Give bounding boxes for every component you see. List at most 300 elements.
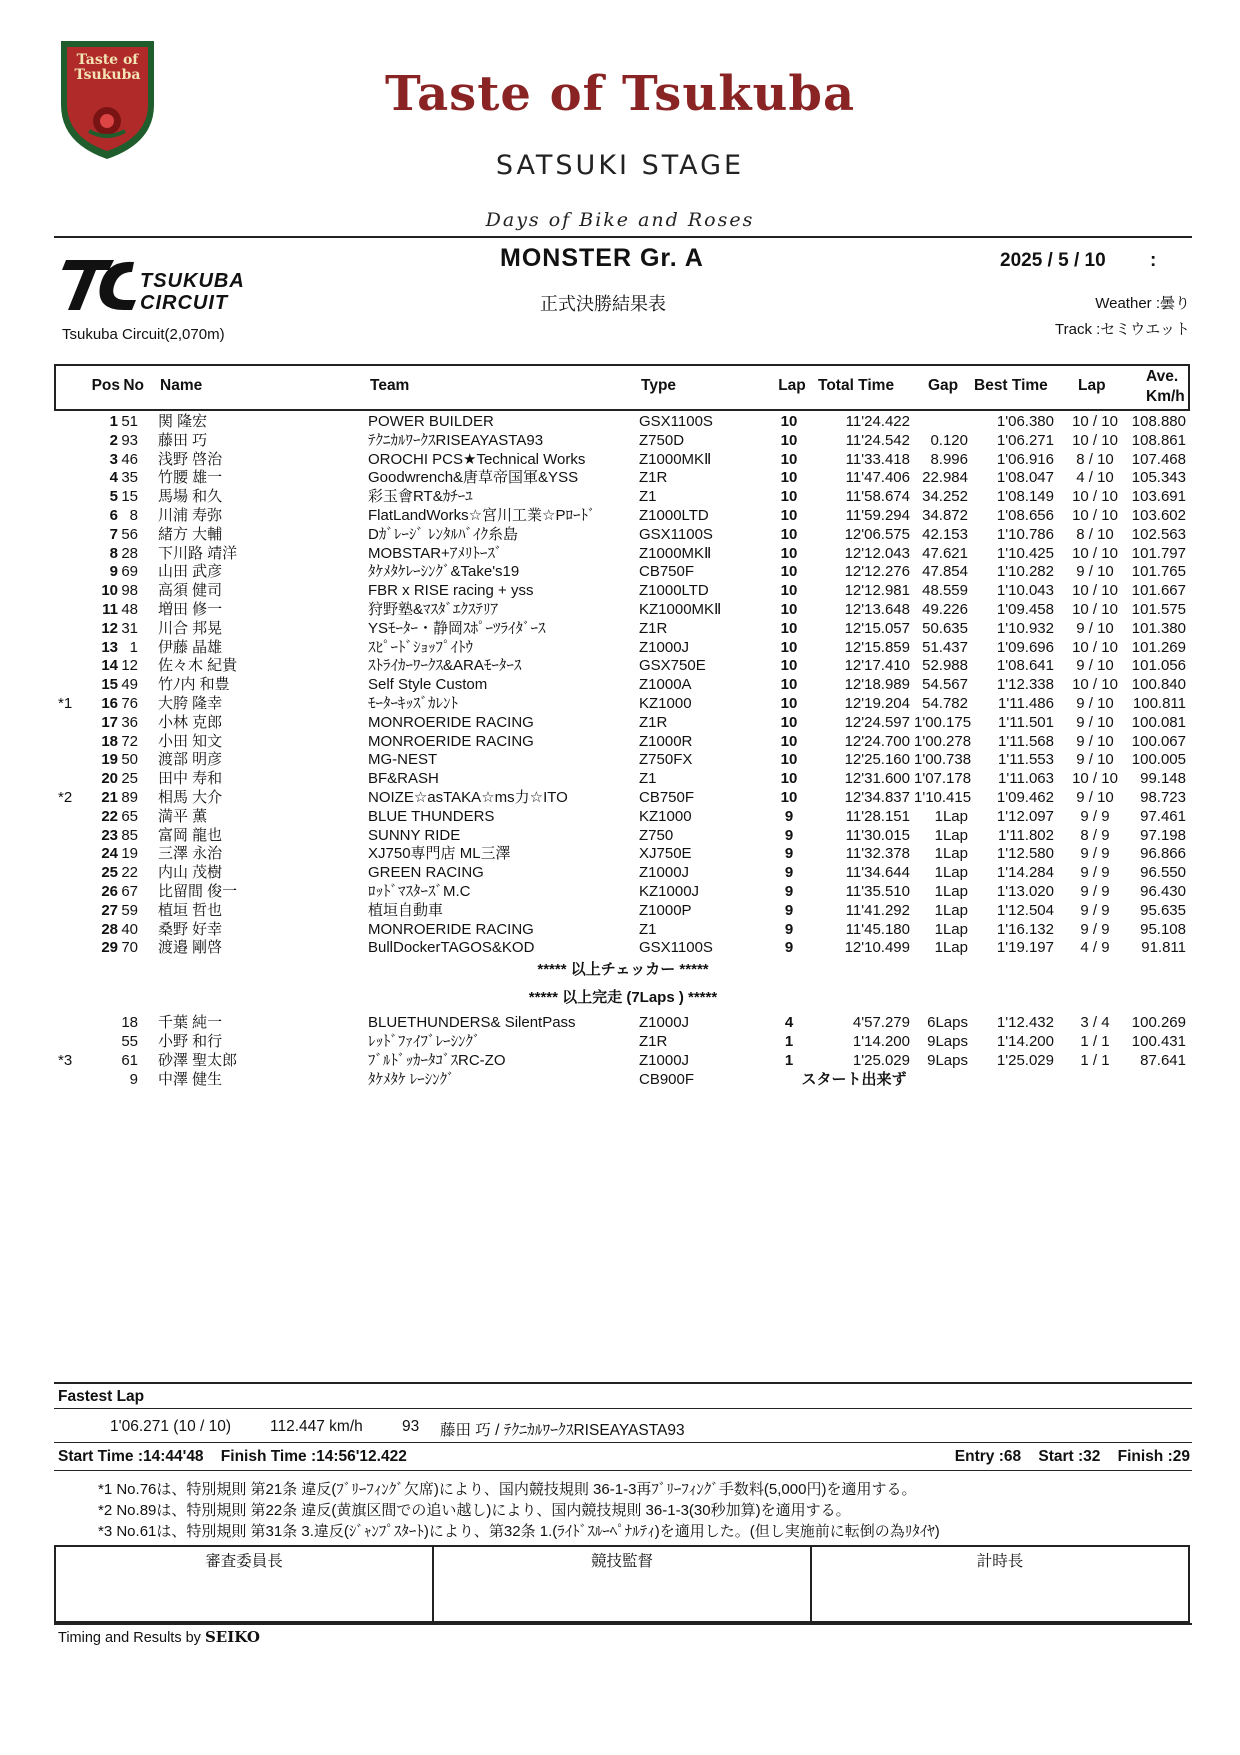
row-team: MG-NEST xyxy=(368,751,438,769)
row-total-time: 11'33.418 xyxy=(845,450,910,468)
row-total-time: 12'12.043 xyxy=(844,544,910,562)
fastest-lap-title: Fastest Lap xyxy=(58,1388,145,1405)
row-speed: 95.635 xyxy=(1140,901,1186,919)
row-speed: 102.563 xyxy=(1131,525,1186,543)
row-best-time: 1'12.338 xyxy=(996,676,1054,694)
row-pos: 5 xyxy=(109,488,118,506)
row-no: 85 xyxy=(121,826,138,844)
row-type: Z1000MKⅡ xyxy=(639,450,712,468)
row-no: 93 xyxy=(121,431,138,449)
row-team: 植垣自動車 xyxy=(368,901,444,919)
result-title: 正式決勝結果表 xyxy=(540,294,666,314)
row-best-time: 1'12.097 xyxy=(996,807,1054,825)
row-total-time: 12'25.160 xyxy=(844,751,910,769)
finish-note: ***** 以上完走 (7Laps ) ***** xyxy=(528,989,718,1006)
row-name: 伊藤 晶雄 xyxy=(158,638,223,656)
row-gap: 50.635 xyxy=(922,619,968,637)
row-lap: 10 xyxy=(780,770,798,788)
row-name: 浅野 啓治 xyxy=(158,450,223,468)
row-speed: 97.461 xyxy=(1140,807,1186,825)
row-best-time: 1'10.932 xyxy=(996,619,1054,637)
nc-type: Z1000J xyxy=(639,1014,690,1031)
row-speed: 101.797 xyxy=(1131,544,1186,562)
nc-gap: 6Laps xyxy=(927,1014,968,1031)
row-pos: 4 xyxy=(109,469,118,487)
row-pos: 17 xyxy=(101,713,118,731)
row-total-time: 11'24.422 xyxy=(845,413,910,430)
row-name: 富岡 龍也 xyxy=(158,826,223,844)
finish-time: Finish Time :14:56'12.422 xyxy=(220,1448,407,1465)
row-name: 増田 修一 xyxy=(158,601,223,618)
row-team: YSﾓｰﾀｰ・静岡ｽﾎﾟｰﾂﾗｲﾀﾞｰｽ xyxy=(368,619,546,637)
table-row xyxy=(54,562,1190,581)
row-speed: 108.861 xyxy=(1131,431,1186,449)
nc-total-time: 4'57.279 xyxy=(852,1014,910,1031)
row-pos: 3 xyxy=(109,450,118,468)
row-speed: 101.380 xyxy=(1131,619,1186,637)
row-team: SUNNY RIDE xyxy=(368,826,461,844)
col-speed-top: Ave. xyxy=(1146,368,1179,385)
circuit-logo xyxy=(62,252,318,316)
row-gap: 51.437 xyxy=(922,638,968,656)
logo-text: Taste of Tsukuba xyxy=(74,52,141,83)
non-classified-row xyxy=(54,1013,1190,1032)
row-team: MONROERIDE RACING xyxy=(368,732,534,750)
row-best-time: 1'08.149 xyxy=(996,488,1054,506)
row-no: 46 xyxy=(121,450,138,468)
non-classified-row xyxy=(54,1051,1190,1070)
fastest-lap-speed: 112.447 km/h xyxy=(270,1418,363,1435)
row-best-time: 1'08.047 xyxy=(996,469,1054,487)
nc-type: Z1R xyxy=(639,1032,668,1050)
row-no: 49 xyxy=(121,676,138,694)
row-best-lap: 9 / 9 xyxy=(1080,901,1110,919)
row-lap: 10 xyxy=(780,563,798,581)
table-row xyxy=(54,638,1190,657)
nc-name: 小野 和行 xyxy=(158,1032,223,1050)
row-lap: 10 xyxy=(780,601,798,618)
row-pos: 22 xyxy=(101,807,118,825)
dns-team: ﾀｹﾒﾀｹ ﾚｰｼﾝｸﾞ xyxy=(368,1071,455,1088)
row-team: 狩野塾&ﾏｽﾀﾞｴｸｽﾃﾘｱ xyxy=(368,601,499,618)
row-total-time: 11'35.510 xyxy=(845,883,910,900)
row-total-time: 11'45.180 xyxy=(845,920,910,938)
nc-speed: 100.269 xyxy=(1131,1014,1186,1031)
row-pos: 19 xyxy=(101,751,118,769)
row-type: Z750D xyxy=(639,431,685,449)
row-lap: 10 xyxy=(780,732,798,750)
finish-count: Finish :29 xyxy=(1117,1448,1190,1465)
row-team: XJ750専門店 ML三澤 xyxy=(368,845,511,863)
table-row xyxy=(54,450,1190,469)
nc-total-time: 1'25.029 xyxy=(852,1051,910,1069)
row-no: 40 xyxy=(121,920,138,938)
row-name: 満平 薫 xyxy=(158,807,208,825)
table-row xyxy=(54,826,1190,845)
row-best-lap: 10 / 10 xyxy=(1072,488,1118,506)
row-best-lap: 9 / 10 xyxy=(1076,713,1114,731)
row-best-lap: 10 / 10 xyxy=(1072,601,1118,618)
dns-row xyxy=(54,1070,1190,1089)
table-row xyxy=(54,694,1190,713)
row-best-lap: 10 / 10 xyxy=(1072,544,1118,562)
table-row xyxy=(54,468,1190,487)
row-best-time: 1'10.282 xyxy=(996,563,1054,581)
row-type: Z1000LTD xyxy=(639,582,709,600)
row-team: BLUE THUNDERS xyxy=(368,807,495,825)
row-best-lap: 10 / 10 xyxy=(1072,507,1118,524)
row-best-time: 1'08.656 xyxy=(996,507,1054,524)
row-name: 関 隆宏 xyxy=(158,413,208,430)
row-no: 56 xyxy=(121,525,138,543)
row-best-lap: 9 / 9 xyxy=(1080,920,1110,938)
row-team: Goodwrench&唐草帝国軍&YSS xyxy=(368,469,579,487)
dns-name: 中澤 健生 xyxy=(158,1071,223,1088)
row-type: CB750F xyxy=(639,563,695,581)
nc-name: 砂澤 聖太郎 xyxy=(158,1051,238,1069)
row-best-time: 1'06.916 xyxy=(996,450,1054,468)
row-best-time: 1'11.553 xyxy=(998,751,1054,769)
row-total-time: 12'15.859 xyxy=(844,638,910,656)
nc-speed: 100.431 xyxy=(1131,1032,1186,1050)
row-total-time: 11'58.674 xyxy=(845,488,910,506)
row-lap: 9 xyxy=(784,826,794,844)
nc-mark: *3 xyxy=(58,1051,73,1069)
timing-top-rule xyxy=(54,1442,1192,1443)
table-row xyxy=(54,581,1190,600)
row-name: 三澤 永治 xyxy=(158,845,223,863)
results-table-header xyxy=(54,364,1190,411)
row-team: POWER BUILDER xyxy=(368,413,494,430)
credit-prefix: Timing and Results by xyxy=(58,1630,201,1646)
dns-type: CB900F xyxy=(639,1071,695,1088)
fastest-lap-no: 93 xyxy=(402,1418,420,1435)
row-no: 8 xyxy=(129,507,138,524)
row-best-time: 1'08.641 xyxy=(996,657,1054,675)
row-speed: 95.108 xyxy=(1140,920,1186,938)
row-pos: 18 xyxy=(101,732,118,750)
table-row xyxy=(54,713,1190,732)
row-gap: 1Lap xyxy=(934,807,968,825)
footnote-2: *2 No.89は、特別規則 第22条 違反(黄旗区間での追い越し)により、国内競技規則 36-1-3(30秒加算)を適用する。 xyxy=(98,1502,851,1519)
dns-status: スタート出来ず xyxy=(801,1071,907,1088)
row-type: GSX750E xyxy=(639,657,706,675)
row-type: KZ1000MKⅡ xyxy=(639,601,722,618)
row-lap: 10 xyxy=(780,751,798,769)
row-no: 36 xyxy=(121,713,138,731)
row-gap: 1Lap xyxy=(934,939,968,957)
row-speed: 107.468 xyxy=(1131,450,1186,468)
nc-name: 千葉 純一 xyxy=(158,1014,223,1031)
row-lap: 10 xyxy=(780,789,798,806)
row-pos: 14 xyxy=(101,657,118,675)
row-best-time: 1'14.284 xyxy=(996,864,1054,882)
row-type: GSX1100S xyxy=(639,939,713,957)
row-no: 65 xyxy=(121,807,138,825)
nc-no: 55 xyxy=(121,1032,138,1050)
row-best-lap: 9 / 10 xyxy=(1076,751,1114,769)
row-best-lap: 10 / 10 xyxy=(1072,431,1118,449)
entry-count: Entry :68 xyxy=(954,1448,1022,1465)
table-row xyxy=(54,600,1190,619)
table-row xyxy=(54,901,1190,920)
row-gap: 47.854 xyxy=(922,563,968,581)
row-gap: 1'00.738 xyxy=(914,751,972,769)
row-pos: 23 xyxy=(101,826,118,844)
nc-best-lap: 3 / 4 xyxy=(1080,1014,1110,1031)
fastest-top-rule xyxy=(54,1382,1192,1384)
row-type: Z1 xyxy=(639,488,657,506)
row-best-time: 1'12.580 xyxy=(996,845,1054,863)
row-type: Z750 xyxy=(639,826,674,844)
row-name: 佐々木 紀貴 xyxy=(158,657,238,675)
row-best-lap: 10 / 10 xyxy=(1072,676,1118,694)
row-type: Z1000J xyxy=(639,638,690,656)
row-team: MONROERIDE RACING xyxy=(368,713,534,731)
row-team: FlatLandWorks☆宮川工業☆Pﾛｰﾄﾞ xyxy=(368,507,596,524)
row-name: 馬場 和久 xyxy=(158,488,223,506)
row-pos: 16 xyxy=(101,695,118,712)
row-gap: 1Lap xyxy=(934,883,968,900)
footnote-3: *3 No.61は、特別規則 第31条 3.違反(ｼﾞｬﾝﾌﾟｽﾀｰﾄ)により、第32条 1.(ﾗｲﾄﾞｽﾙｰﾍﾟﾅﾙﾃｨ)を適用した。(但し実施前に転倒の為ﾘﾀｲﾔ) xyxy=(98,1523,940,1540)
row-total-time: 12'12.276 xyxy=(844,563,910,581)
table-row xyxy=(54,525,1190,544)
row-team: MONROERIDE RACING xyxy=(368,920,534,938)
row-gap: 34.252 xyxy=(922,488,968,506)
row-total-time: 12'15.057 xyxy=(844,619,910,637)
row-pos: 25 xyxy=(101,864,118,882)
nc-gap: 9Laps xyxy=(927,1032,968,1050)
row-team: Self Style Custom xyxy=(368,676,488,694)
row-type: GSX1100S xyxy=(639,413,713,430)
row-lap: 10 xyxy=(780,431,798,449)
row-speed: 99.148 xyxy=(1140,770,1186,788)
row-speed: 103.602 xyxy=(1131,507,1186,524)
row-no: 50 xyxy=(121,751,138,769)
row-total-time: 12'18.989 xyxy=(844,676,910,694)
row-name: 渡邉 剛啓 xyxy=(158,939,223,957)
row-total-time: 11'47.406 xyxy=(845,469,910,487)
row-lap: 9 xyxy=(784,807,794,825)
table-row xyxy=(54,431,1190,450)
fastest-mid-rule xyxy=(54,1408,1192,1409)
row-total-time: 11'24.542 xyxy=(845,431,910,449)
row-no: 59 xyxy=(121,901,138,919)
row-pos: 15 xyxy=(101,676,118,694)
row-no: 48 xyxy=(121,601,138,618)
row-speed: 100.005 xyxy=(1131,751,1186,769)
nc-best-time: 1'25.029 xyxy=(996,1051,1054,1069)
row-gap: 47.621 xyxy=(922,544,968,562)
row-no: 72 xyxy=(121,732,138,750)
row-best-time: 1'09.462 xyxy=(996,789,1054,806)
row-lap: 10 xyxy=(780,657,798,675)
row-name: 大胯 隆幸 xyxy=(158,695,223,712)
row-type: Z1 xyxy=(639,920,657,938)
row-best-time: 1'11.501 xyxy=(998,713,1054,731)
row-speed: 96.866 xyxy=(1140,845,1186,863)
row-no: 28 xyxy=(121,544,138,562)
col-speed-bottom: Km/h xyxy=(1146,388,1185,405)
row-gap: 0.120 xyxy=(930,431,968,449)
row-speed: 105.343 xyxy=(1131,469,1186,487)
col-team: Team xyxy=(370,377,410,394)
weather: Weather :曇り xyxy=(1095,295,1190,312)
row-total-time: 11'28.151 xyxy=(845,807,910,825)
dns-no: 9 xyxy=(129,1071,138,1088)
row-total-time: 12'24.700 xyxy=(844,732,910,750)
row-best-time: 1'19.197 xyxy=(996,939,1054,957)
row-lap: 10 xyxy=(780,413,798,430)
row-type: Z1000R xyxy=(639,732,693,750)
row-gap: 1Lap xyxy=(934,845,968,863)
table-row xyxy=(54,656,1190,675)
row-speed: 100.067 xyxy=(1131,732,1186,750)
row-gap: 1Lap xyxy=(934,826,968,844)
row-lap: 10 xyxy=(780,638,798,656)
table-row xyxy=(54,920,1190,939)
row-no: 89 xyxy=(121,789,138,806)
row-best-lap: 9 / 9 xyxy=(1080,883,1110,900)
row-best-lap: 10 / 10 xyxy=(1072,770,1118,788)
row-name: 相馬 大介 xyxy=(158,789,223,806)
fastest-lap-rider: 藤田 巧 / ﾃｸﾆｶﾙﾜｰｸｽRISEAYASTA93 xyxy=(440,1422,685,1439)
row-total-time: 11'41.292 xyxy=(845,901,910,919)
row-best-lap: 9 / 10 xyxy=(1076,732,1114,750)
event-logo xyxy=(55,35,160,163)
row-speed: 101.269 xyxy=(1131,638,1186,656)
table-row xyxy=(54,807,1190,826)
row-speed: 100.081 xyxy=(1131,713,1186,731)
row-gap: 1Lap xyxy=(934,864,968,882)
row-type: Z1 xyxy=(639,770,657,788)
nc-best-time: 1'14.200 xyxy=(996,1032,1054,1050)
col-best-lap: Lap xyxy=(1078,377,1106,394)
row-best-time: 1'13.020 xyxy=(996,883,1054,900)
row-speed: 100.811 xyxy=(1132,695,1186,712)
row-name: 山田 武彦 xyxy=(158,563,223,581)
class-name: MONSTER Gr. A xyxy=(500,244,704,272)
row-total-time: 12'31.600 xyxy=(844,770,910,788)
row-best-lap: 9 / 10 xyxy=(1076,789,1114,806)
row-no: 31 xyxy=(121,619,138,637)
row-type: Z1000MKⅡ xyxy=(639,544,712,562)
row-type: Z1000J xyxy=(639,864,690,882)
row-lap: 10 xyxy=(780,676,798,694)
row-lap: 9 xyxy=(784,920,794,938)
row-no: 70 xyxy=(121,939,138,957)
table-row xyxy=(54,863,1190,882)
row-no: 69 xyxy=(121,563,138,581)
row-best-lap: 9 / 10 xyxy=(1076,695,1114,712)
col-name: Name xyxy=(160,377,203,394)
row-lap: 9 xyxy=(784,845,794,863)
row-best-time: 1'11.486 xyxy=(998,695,1054,712)
signature-box xyxy=(54,1545,1190,1623)
row-type: Z1R xyxy=(639,713,668,731)
row-lap: 10 xyxy=(780,582,798,600)
stage-title: SATSUKI STAGE xyxy=(495,150,745,181)
row-type: KZ1000 xyxy=(639,807,692,825)
row-name: 高須 健司 xyxy=(158,582,223,600)
row-gap: 8.996 xyxy=(930,450,968,468)
race-time: : xyxy=(1150,250,1157,271)
table-row xyxy=(54,769,1190,788)
row-lap: 10 xyxy=(780,713,798,731)
nc-team: ﾌﾞﾙﾄﾞｯｶｰﾀｺﾞｽRC-ZO xyxy=(368,1051,506,1069)
table-row xyxy=(54,844,1190,863)
row-best-lap: 4 / 10 xyxy=(1076,469,1114,487)
row-lap: 9 xyxy=(784,883,794,900)
table-row xyxy=(54,544,1190,563)
row-lap: 10 xyxy=(780,619,798,637)
row-team: ｽﾄﾗｲｶｰﾜｰｸｽ&ARAﾓｰﾀｰｽ xyxy=(368,657,522,675)
row-lap: 10 xyxy=(780,450,798,468)
track-condition: Track :セミウエット xyxy=(1055,321,1190,338)
row-total-time: 11'30.015 xyxy=(845,826,910,844)
table-row xyxy=(54,938,1190,957)
row-team: BullDockerTAGOS&KOD xyxy=(368,939,535,957)
row-gap: 52.988 xyxy=(922,657,968,675)
row-gap: 48.559 xyxy=(922,582,968,600)
row-pos: 10 xyxy=(101,582,118,600)
row-name: 下川路 靖洋 xyxy=(158,544,238,562)
row-best-lap: 8 / 9 xyxy=(1080,826,1110,844)
nc-lap: 1 xyxy=(784,1032,794,1050)
nc-best-lap: 1 / 1 xyxy=(1080,1032,1110,1050)
timing-credit xyxy=(58,1628,260,1646)
non-classified-row xyxy=(54,1032,1190,1051)
row-name: 藤田 巧 xyxy=(158,431,208,449)
row-pos: 9 xyxy=(109,563,118,581)
row-gap: 42.153 xyxy=(922,525,968,543)
table-row xyxy=(54,788,1190,807)
row-best-time: 1'12.504 xyxy=(996,901,1054,919)
row-no: 15 xyxy=(121,488,138,506)
row-gap: 34.872 xyxy=(922,507,968,524)
row-team: FBR x RISE racing + yss xyxy=(368,582,534,600)
row-best-lap: 9 / 10 xyxy=(1076,619,1114,637)
row-name: 川浦 寿弥 xyxy=(158,507,223,524)
row-name: 小田 知文 xyxy=(158,732,223,750)
row-pos: 28 xyxy=(101,920,118,938)
row-type: Z1000P xyxy=(639,901,692,919)
row-gap: 22.984 xyxy=(922,469,968,487)
row-name: 緒方 大輔 xyxy=(158,525,223,543)
row-name: 内山 茂樹 xyxy=(158,864,223,882)
row-speed: 101.056 xyxy=(1131,657,1186,675)
row-no: 22 xyxy=(121,864,138,882)
row-type: Z1R xyxy=(639,619,668,637)
nc-best-lap: 1 / 1 xyxy=(1080,1051,1110,1069)
nc-lap: 4 xyxy=(784,1014,794,1031)
row-pos: 2 xyxy=(109,431,118,449)
nc-lap: 1 xyxy=(784,1051,794,1069)
row-name: 川合 邦晃 xyxy=(158,619,223,637)
col-pos: Pos xyxy=(91,377,120,394)
row-total-time: 12'06.575 xyxy=(844,525,910,543)
tagline: Days of Bike and Roses xyxy=(485,209,755,231)
col-best-time: Best Time xyxy=(974,377,1048,394)
row-team: OROCHI PCS★Technical Works xyxy=(368,450,586,468)
header-divider xyxy=(54,236,1192,238)
footnote-top-rule xyxy=(54,1470,1192,1471)
col-lap: Lap xyxy=(778,377,806,394)
row-total-time: 12'10.499 xyxy=(844,939,910,957)
row-type: Z1R xyxy=(639,469,668,487)
row-lap: 10 xyxy=(780,507,798,524)
row-best-lap: 9 / 9 xyxy=(1080,864,1110,882)
